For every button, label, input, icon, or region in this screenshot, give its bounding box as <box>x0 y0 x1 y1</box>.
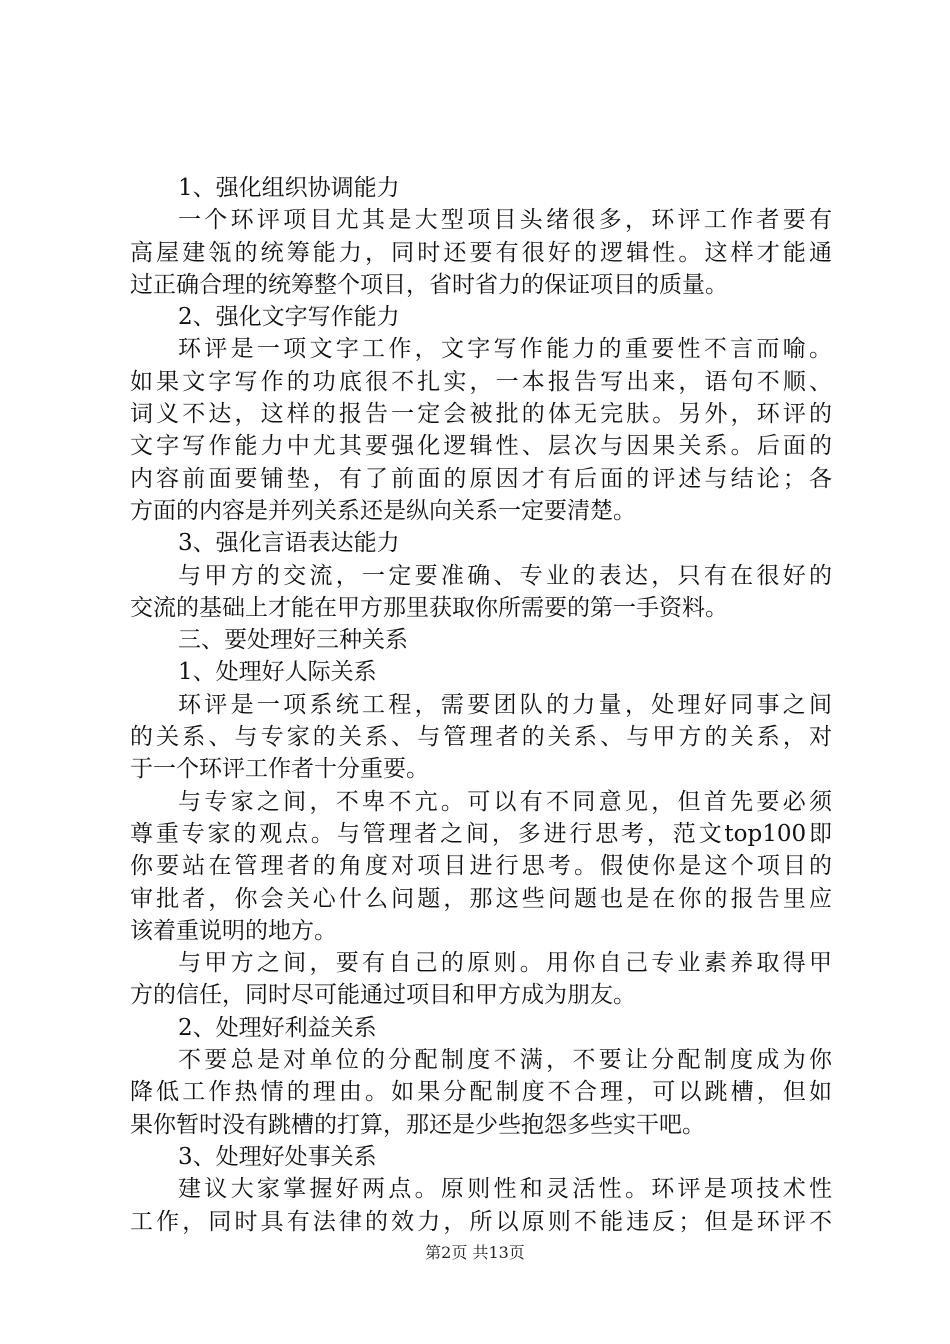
section-heading: 3、处理好处事关系 <box>178 1143 377 1170</box>
text-line: 该着重说明的地方。 <box>130 917 337 944</box>
text-line: 交流的基础上才能在甲方那里获取你所需要的第一手资料。 <box>130 594 728 621</box>
document-body <box>130 172 832 1238</box>
section-heading: 1、强化组织协调能力 <box>178 175 400 201</box>
text-line: 审批者，你会关心什么问题，那这些问题也是在你的报告里应 <box>130 885 832 912</box>
text-line: 方面的内容是并列关系还是纵向关系一定要清楚。 <box>130 497 636 524</box>
section-heading: 三、要处理好三种关系 <box>178 627 408 654</box>
text-line: 文字写作能力中尤其要强化逻辑性、层次与因果关系。后面的 <box>130 433 832 460</box>
text-line: 你要站在管理者的角度对项目进行思考。假使你是这个项目的 <box>130 853 832 880</box>
text-line: 于一个环评工作者十分重要。 <box>130 756 429 783</box>
text-line: 与甲方的交流，一定要准确、专业的表达，只有在很好的 <box>178 562 832 589</box>
text-line: 与甲方之间，要有自己的原则。用你自己专业素养取得甲 <box>178 950 832 977</box>
text-line: 方的信任，同时尽可能通过项目和甲方成为朋友。 <box>130 982 636 1009</box>
text-line: 果你暂时没有跳槽的打算，那还是少些抱怨多些实干吧。 <box>130 1111 705 1138</box>
text-line: 一个环评项目尤其是大型项目头绪很多，环评工作者要有 <box>178 207 832 234</box>
text-line: 环评是一项系统工程，需要团队的力量，处理好同事之间 <box>178 691 832 718</box>
text-line: 高屋建瓴的统筹能力，同时还要有很好的逻辑性。这样才能通 <box>130 239 832 266</box>
text-line: 如果文字写作的功底很不扎实，一本报告写出来，语句不顺、 <box>130 368 832 395</box>
text-line: 不要总是对单位的分配制度不满，不要让分配制度成为你 <box>178 1047 832 1074</box>
text-line: 环评是一项文字工作，文字写作能力的重要性不言而喻。 <box>178 336 832 363</box>
text-line: 的关系、与专家的关系、与管理者的关系、与甲方的关系，对 <box>130 724 832 751</box>
text-line: 建议大家掌握好两点。原则性和灵活性。环评是项技术性 <box>178 1176 832 1203</box>
text-line: 工作，同时具有法律的效力，所以原则不能违反；但是环评不 <box>130 1208 832 1235</box>
text-line: 尊重专家的观点。与管理者之间，多进行思考，范文top100即 <box>130 820 832 847</box>
section-heading: 1、处理好人际关系 <box>178 659 377 686</box>
text-line: 内容前面要铺垫，有了前面的原因才有后面的评述与结论；各 <box>130 465 832 492</box>
section-heading: 2、处理好利益关系 <box>178 1014 377 1041</box>
text-line: 降低工作热情的理由。如果分配制度不合理，可以跳槽，但如 <box>130 1079 832 1106</box>
section-heading: 2、强化文字写作能力 <box>178 304 400 331</box>
text-line: 词义不达，这样的报告一定会被批的体无完肤。另外，环评的 <box>130 401 832 428</box>
page-footer: 第2页 共13页 <box>425 1243 525 1262</box>
section-heading: 3、强化言语表达能力 <box>178 530 400 557</box>
text-line: 过正确合理的统筹整个项目，省时省力的保证项目的质量。 <box>130 271 728 298</box>
text-line: 与专家之间，不卑不亢。可以有不同意见，但首先要必须 <box>178 788 832 815</box>
